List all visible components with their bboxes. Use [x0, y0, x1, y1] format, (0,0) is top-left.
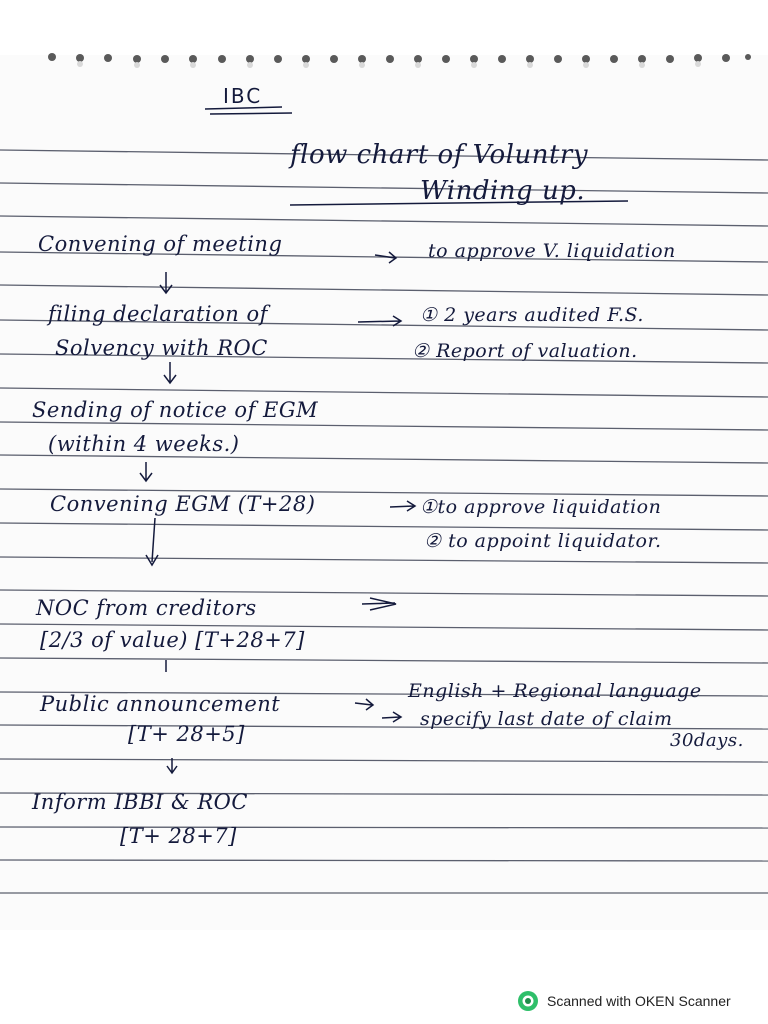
oken-scanner-logo-icon	[517, 990, 539, 1012]
step-4-text: Convening EGM (T+28)	[50, 492, 316, 516]
page-title: IBC	[223, 84, 263, 108]
step-3-text-line-2: (within 4 weeks.)	[48, 432, 240, 456]
scanner-watermark-text: Scanned with OKEN Scanner	[547, 993, 731, 1009]
step-2-note-2: ② Report of valuation.	[412, 340, 638, 362]
step-5-text-line-2: [2/3 of value) [T+28+7]	[40, 628, 305, 652]
step-6-text-line-1: Public announcement	[40, 692, 281, 716]
step-7-text-line-1: Inform IBBI & ROC	[32, 790, 248, 814]
step-6-note-3: 30days.	[670, 730, 744, 751]
heading-line-2: Winding up.	[420, 176, 586, 206]
scanner-watermark	[517, 990, 731, 1012]
step-1-text: Convening of meeting	[38, 232, 283, 256]
step-4-note-2: ② to appoint liquidator.	[424, 530, 662, 552]
step-6-text-line-2: [T+ 28+5]	[128, 722, 245, 746]
step-2-text-line-1: filing declaration of	[48, 302, 268, 326]
step-4-note-1: ①to approve liquidation	[420, 496, 662, 518]
step-2-note-1: ① 2 years audited F.S.	[420, 304, 644, 326]
step-1-note: to approve V. liquidation	[428, 240, 676, 262]
step-7-text-line-2: [T+ 28+7]	[120, 824, 237, 848]
step-3-text-line-1: Sending of notice of EGM	[32, 398, 319, 422]
step-6-note-2: specify last date of claim	[420, 708, 673, 730]
step-2-text-line-2: Solvency with ROC	[55, 336, 268, 360]
step-6-note-1: English + Regional language	[408, 680, 702, 702]
step-5-text-line-1: NOC from creditors	[36, 596, 257, 620]
heading-line-1: flow chart of Voluntry	[290, 140, 589, 170]
